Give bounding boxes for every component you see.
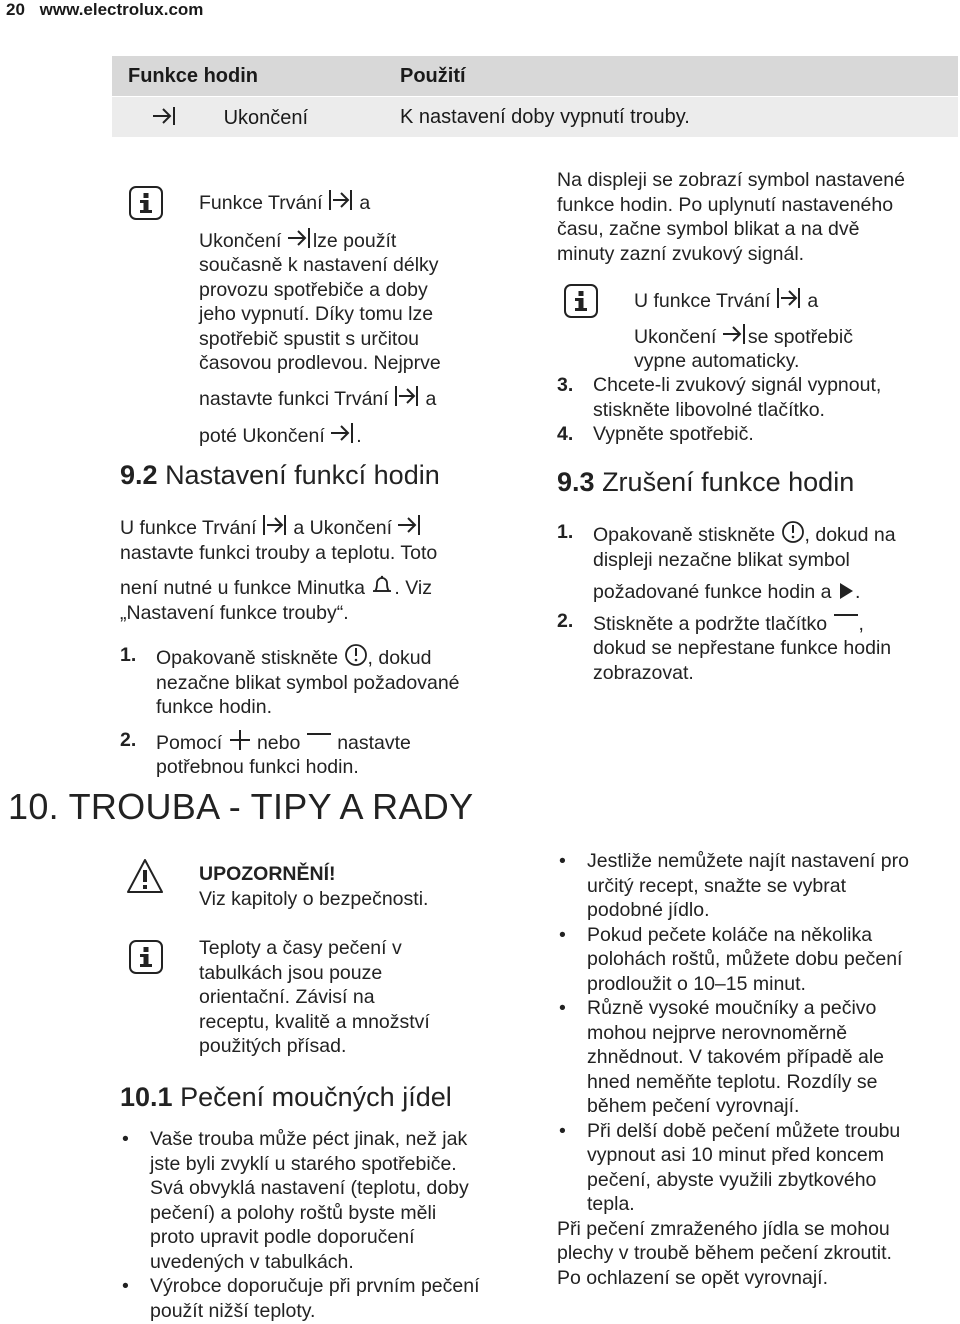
bell-icon xyxy=(370,573,394,597)
info-note-auto-off: U funkce Trvání a Ukončení se spotřebič vypne automaticky. xyxy=(634,286,954,374)
page-header xyxy=(6,0,203,20)
minus-icon xyxy=(306,728,332,752)
list-item: • Při delší době pečení můžete troubu vypnout asi 10 minut před koncem pečení, abyste využili zbytkového tepla. xyxy=(557,1119,957,1217)
step-1: 1. Opakovaně stiskněte , dokud na displeji nezačne blikat symbol požadované funkce hodin a . xyxy=(557,521,896,603)
duration-icon xyxy=(776,286,802,310)
list-item: • Jestliže nemůžete najít nastavení pro určitý recept, snažte se vybrat podobné jídlo. xyxy=(557,849,957,923)
list-item: • Vaše trouba může péct jinak, než jak jste byli zvyklí u starého spotřebiče. Svá obvyklá nastavení (teplotu, doby pečení) a polohy roštů byste měli proto upravit podle doporučení uvedených v tabulkách. xyxy=(120,1127,540,1274)
right-steps-3-4 xyxy=(557,373,957,447)
play-arrow-icon xyxy=(837,581,855,601)
clock-button-icon xyxy=(781,520,805,544)
end-time-icon xyxy=(722,322,748,346)
table-header-function: Funkce hodin xyxy=(112,56,400,97)
section-heading-9-3: 9.3 Zrušení funkce hodin xyxy=(557,467,855,497)
clock-button-icon xyxy=(344,643,368,667)
end-time-icon xyxy=(152,105,178,127)
info-note-duration-end: Funkce Trvání a Ukončení lze použít současně k nastavení délky provozu spotřebiče a doby jeho vypnutí. Díky tomu lze spotřebič spustit s určitou časovou prodlevou. Nejprve nastavte funkci Trvání a poté Ukončení . xyxy=(199,188,499,449)
step-2: 2. Stiskněte a podržte tlačítko , dokud se nepřestane funkce hodin zobrazovat. xyxy=(557,609,892,684)
section-heading-9-2: 9.2 Nastavení funkcí hodin xyxy=(120,460,440,490)
function-name: Ukončení xyxy=(223,106,309,129)
tips-list xyxy=(557,849,957,1290)
warning-icon xyxy=(126,858,164,894)
section-9-3-steps xyxy=(557,520,957,685)
duration-icon xyxy=(262,513,288,537)
site-url[interactable]: www.electrolux.com xyxy=(39,0,204,19)
list-item: • Pokud pečete koláče na několika polohách roštů, můžete dobu pečení prodloužit o 10–15 minut. xyxy=(557,923,957,997)
duration-icon xyxy=(328,188,354,212)
page-number: 20 xyxy=(6,0,25,19)
section-heading-10-1: 10.1 Pečení moučných jídel xyxy=(120,1082,452,1112)
end-time-icon xyxy=(287,226,313,250)
minus-icon xyxy=(833,609,859,633)
end-time-icon xyxy=(330,421,356,445)
info-icon xyxy=(129,186,163,220)
step-1: 1. Opakovaně stiskněte , dokud nezačne blikat symbol požadované funkce hodin. xyxy=(120,644,460,718)
table-cell-usage: K nastavení doby vypnutí trouby. xyxy=(400,97,958,138)
chapter-heading-10: 10. TROUBA - TIPY A RADY xyxy=(8,786,474,827)
section-10-1-list xyxy=(120,1127,540,1323)
warning-note xyxy=(199,862,529,911)
plus-icon xyxy=(228,728,252,752)
list-item: • Různě vysoké moučníky a pečivo mohou nejprve nerovnoměrně zhnědnout. V takovém případě ale hned neměňte teplotu. Rozdíly se během pečení vyrovnají. xyxy=(557,996,957,1119)
table-header-usage: Použití xyxy=(400,56,958,97)
info-note-temperatures: Teploty a časy pečení v tabulkách jsou pouze orientační. Závisí na receptu, kvalitě a množství použitých přísad. xyxy=(199,937,430,1057)
list-item: • Výrobce doporučuje při prvním pečení použít nižší teploty. xyxy=(120,1274,540,1323)
step-3: 3. Chcete-li zvukový signál vypnout, stiskněte libovolné tlačítko. xyxy=(557,374,882,421)
info-icon xyxy=(564,284,598,318)
step-2: 2. Pomocí nebo nastavte potřebnou funkci hodin. xyxy=(120,728,411,778)
step-4: 4. Vypněte spotřebič. xyxy=(557,423,754,445)
warning-text: Viz kapitoly o bezpečnosti. xyxy=(199,887,429,910)
section-9-2-text: U funkce Trvání a Ukončení nastavte funkci trouby a teplotu. Toto není nutné u funkce Minutka . Viz „Nastavení funkce trouby“. 1. Opakovaně stiskněte , dokud nezačne blikat symbol požadované funkce hodin. 2. Pomocí nebo nastavte potřebnou funkci hodin. xyxy=(120,513,530,780)
warning-title: UPOZORNĚNÍ! xyxy=(199,863,336,885)
right-intro: Na displeji se zobrazí symbol nastavené funkce hodin. Po uplynutí nastaveného času, začne symbol blikat a na dvě minuty zazní zvukový signál. xyxy=(557,169,905,265)
table-cell-function xyxy=(112,97,400,138)
frozen-food-note: Při pečení zmraženého jídla se mohou plechy v troubě během pečení zkroutit. Po ochlazení se opět vyrovnají. xyxy=(557,1217,892,1289)
duration-icon xyxy=(394,384,420,408)
table-row xyxy=(112,97,958,138)
info-icon xyxy=(129,940,163,974)
clock-functions-table xyxy=(112,56,958,137)
table-header-row xyxy=(112,56,958,97)
end-time-icon xyxy=(397,513,423,537)
